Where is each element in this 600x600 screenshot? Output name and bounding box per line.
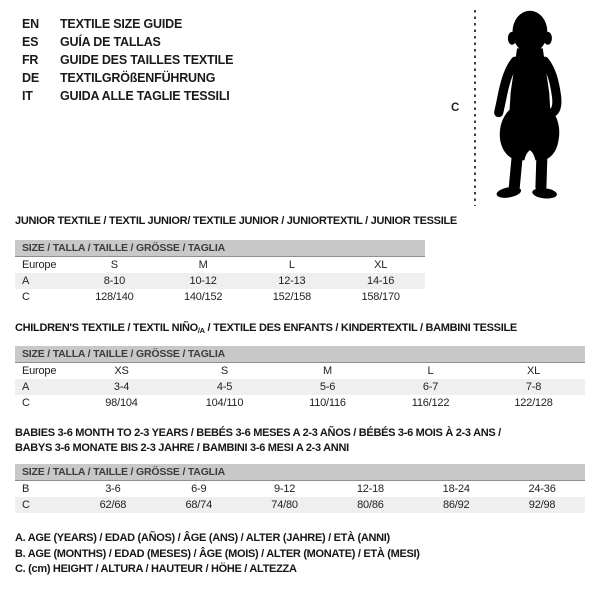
value-cell: 12-13 [278, 275, 306, 287]
language-row-de [22, 69, 233, 87]
value-cell: 3-4 [113, 381, 130, 393]
section-heading-children [15, 322, 517, 335]
table-row-age-months [15, 481, 585, 498]
value-cell: 86/92 [442, 499, 470, 511]
children-size-table [15, 346, 585, 411]
value-cell: 7-8 [525, 381, 542, 393]
language-title: GUIDA ALLE TAGLIE TESSILI [60, 89, 230, 103]
size-cell: XS [114, 365, 129, 377]
heading-subscript: /A [197, 326, 205, 335]
value-cell: 9-12 [273, 483, 296, 495]
value-cell: 5-6 [319, 381, 336, 393]
toddler-silhouette-icon [483, 8, 575, 208]
size-cell: XL [374, 259, 388, 271]
value-cell: 10-12 [189, 275, 217, 287]
value-cell: 110/116 [309, 397, 346, 409]
table-row-europe [15, 257, 425, 274]
heading-line-2: BABYS 3-6 MONATE BIS 2-3 JAHRE / BAMBINI 3-6 MESI A 2-3 ANNI [15, 442, 349, 454]
row-label: A [22, 381, 30, 393]
row-label: C [22, 397, 30, 409]
row-label: A [22, 275, 30, 287]
value-cell: 116/122 [411, 397, 450, 409]
value-cell: 128/140 [95, 291, 134, 303]
row-label: B [22, 483, 30, 495]
value-cell: 6-9 [191, 483, 207, 495]
language-title-block [22, 15, 233, 105]
table-header-band: SIZE / TALLA / TAILLE / GRÖSSE / TAGLIA [15, 240, 425, 257]
table-row-height [15, 395, 585, 411]
babies-size-table [15, 464, 585, 513]
size-cell: L [427, 365, 434, 377]
language-code: IT [22, 89, 33, 103]
value-cell: 152/158 [272, 291, 312, 303]
language-title: TEXTILE SIZE GUIDE [60, 17, 183, 31]
value-cell: 6-7 [422, 381, 439, 393]
size-cell: S [110, 259, 118, 271]
value-cell: 104/110 [205, 397, 244, 409]
row-label: Europe [22, 365, 57, 377]
footnote-a: A. AGE (YEARS) / EDAD (AÑOS) / ÂGE (ANS) / ALTER (JAHRE) / ETÀ (ANNI) [15, 532, 390, 544]
heading-line-1: BABIES 3-6 MONTH TO 2-3 YEARS / BEBÉS 3-6 MESES A 2-3 AÑOS / BÉBÉS 3-6 MOIS À 2-3 ANS / [15, 427, 501, 439]
value-cell: 12-18 [356, 483, 384, 495]
value-cell: 74/80 [271, 499, 298, 511]
heading-text: CHILDREN'S TEXTILE / TEXTIL NIÑO [15, 322, 198, 334]
size-cell: L [288, 259, 295, 271]
language-title: GUÍA DE TALLAS [60, 35, 161, 49]
language-row-it [22, 87, 233, 105]
size-cell: S [220, 365, 229, 377]
value-cell: 98/104 [105, 397, 138, 409]
table-row-europe [15, 363, 585, 380]
language-code: FR [22, 53, 39, 67]
value-cell: 80/86 [357, 499, 384, 511]
size-cell: XL [526, 365, 541, 377]
row-label: Europe [22, 259, 57, 271]
language-title: GUIDE DES TAILLES TEXTILE [60, 53, 234, 67]
language-row-en [22, 15, 233, 33]
value-cell: 92/98 [528, 499, 556, 511]
size-cell: M [323, 365, 332, 377]
language-code: DE [22, 71, 39, 85]
value-cell: 3-6 [105, 483, 121, 495]
value-cell: 140/152 [183, 291, 223, 303]
value-cell: 122/128 [514, 397, 553, 409]
value-cell: 62/68 [99, 499, 127, 511]
table-row-age [15, 273, 425, 289]
table-header-band: SIZE / TALLA / TAILLE / GRÖSSE / TAGLIA [15, 346, 585, 363]
size-cell: M [198, 259, 208, 271]
height-marker-label: C [451, 102, 460, 114]
value-cell: 8-10 [103, 275, 125, 287]
row-label: C [22, 499, 30, 511]
table-row-height [15, 497, 585, 513]
language-row-fr [22, 51, 233, 69]
height-dotted-line [474, 10, 476, 206]
table-header-band: SIZE / TALLA / TAILLE / GRÖSSE / TAGLIA [15, 464, 585, 481]
footnotes-block [15, 531, 420, 578]
junior-size-table [15, 240, 425, 305]
row-label: C [22, 291, 30, 303]
value-cell: 18-24 [442, 483, 470, 495]
language-title: TEXTILGRÖßENFÜHRUNG [60, 71, 216, 85]
section-heading-junior: JUNIOR TEXTILE / TEXTIL JUNIOR/ TEXTILE JUNIOR / JUNIORTEXTIL / JUNIOR TESSILE [15, 215, 457, 227]
footnote-b: B. AGE (MONTHS) / EDAD (MESES) / ÂGE (MOIS) / ALTER (MONATE) / ETÀ (MESI) [15, 547, 420, 560]
language-code: EN [22, 17, 39, 31]
value-cell: 158/170 [361, 291, 400, 303]
value-cell: 14-16 [367, 275, 395, 287]
heading-text: / TEXTILE DES ENFANTS / KINDERTEXTIL / BAMBINI TESSILE [204, 322, 517, 334]
table-row-height [15, 289, 425, 305]
section-heading-babies [15, 426, 501, 456]
value-cell: 68/74 [185, 499, 212, 511]
value-cell: 24-36 [528, 483, 556, 495]
footnote-c: C. (cm) HEIGHT / ALTURA / HAUTEUR / HÖHE / ALTEZZA [15, 563, 297, 575]
language-code: ES [22, 35, 39, 49]
language-row-es [22, 33, 233, 51]
value-cell: 4-5 [216, 381, 233, 393]
table-row-age [15, 379, 585, 395]
